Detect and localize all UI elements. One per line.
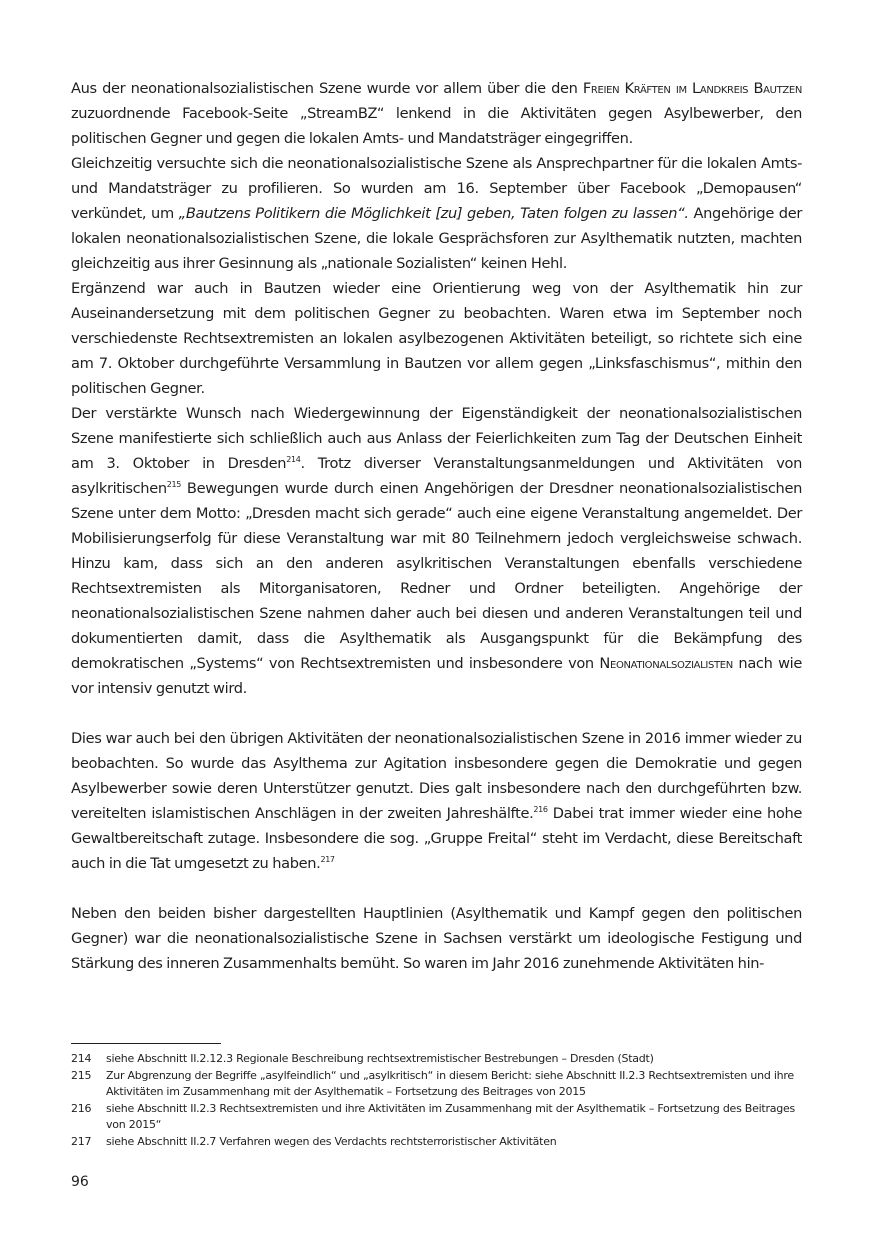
- footnote-217: [71, 1134, 802, 1150]
- footnote-divider: [71, 1043, 221, 1044]
- main-text: [71, 76, 802, 976]
- footnote-216: [71, 1101, 802, 1133]
- footnote-215: [71, 1068, 802, 1100]
- page-number: 96: [71, 1174, 89, 1190]
- footnote-number: 215: [71, 1069, 92, 1082]
- paragraph-4: Der verstärkte Wunsch nach Wiedergewinnung der Eigenständigkeit der neonationalsozialistischen Szene manifestierte sich schließlich auch aus Anlass der Feierlichkeiten zum Tag der Deutschen Einheit am 3. Oktober in Dresden$^{214}$. Trotz diverser Veranstaltungsanmeldungen und Aktivitäten von asylkritischen$^{215}$ Bewegungen wurde durch einen Angehörigen der Dresdner neonationalsozialistischen Szene unter dem Motto: „Dresden macht sich gerade“ auch eine eigene Veranstaltung angemeldet. Der Mobilisierungserfolg für diese Veranstaltung war mit 80 Teilnehmern jedoch vergleichsweise schwach. Hinzu kam, dass sich an den anderen asylkritischen Veranstaltungen ebenfalls verschiedene Rechtsextremisten als Mitorganisatoren, Redner und Ordner beteiligten. Angehörige der neonationalsozialistischen Szene nahmen daher auch bei diesen und anderen Veranstaltungen teil und dokumentierten damit, dass die Asylthematik als Ausgangspunkt für die Bekämpfung des demokratischen „Systems“ von Rechtsextremisten und insbesondere von Neonationalsozialisten nach wie vor intensiv genutzt wird.: [71, 405, 803, 697]
- footnote-ref-215[interactable]: 215: [166, 480, 181, 489]
- footnote-text: siehe Abschnitt II.2.12.3 Regionale Beschreibung rechtsextremistischer Bestrebungen – Dresden (Stadt): [106, 1052, 654, 1065]
- paragraph-2: Gleichzeitig versuchte sich die neonationalsozialistische Szene als Ansprechpartner für die lokalen Amts- und Mandatsträger zu profilieren. So wurden am 16. September über Facebook „Demopausen“ verkündet, um „Bautzens Politikern die Möglichkeit [zu] geben, Taten folgen zu lassen“. Angehörige der lokalen neonationalsozialistischen Szene, die lokale Gesprächsforen zur Asylthematik nutzten, machten gleichzeitig aus ihrer Gesinnung als „nationale Sozialisten“ keinen Hehl.: [71, 155, 802, 272]
- footnote-number: 216: [71, 1102, 92, 1115]
- footnote-ref-214[interactable]: 214: [286, 455, 301, 464]
- organization-name: Freien Kräften im Landkreis Bautzen: [582, 80, 802, 97]
- footnote-text: siehe Abschnitt II.2.3 Rechtsextremisten und ihre Aktivitäten im Zusammenhang mit der Asylthematik – Fortsetzung des Beitrages von 2015“: [106, 1102, 795, 1131]
- paragraph-5: Dies war auch bei den übrigen Aktivitäten der neonationalsozialistischen Szene in 2016 immer wieder zu beobachten. So wurde das Asylthema zur Agitation insbesondere gegen die Demokratie und gegen Asylbewerber sowie deren Unterstützer genutzt. Dies galt insbesondere nach den durchgeführten bzw. vereitelten islamistischen Anschlägen in der zweiten Jahreshälfte.$^{216}$ Dabei trat immer wieder eine hohe Gewaltbereitschaft zutage. Insbesondere die sog. „Gruppe Freital“ steht im Verdacht, diese Bereitschaft auch in die Tat umgesetzt zu haben.$^{217}$: [71, 730, 802, 872]
- footnote-text: Zur Abgrenzung der Begriffe „asylfeindlich“ und „asylkritisch“ in diesem Bericht: siehe Abschnitt II.2.3 Rechtsextremisten und ihre Aktivitäten im Zusammenhang mit der Asylthematik – Fortsetzung des Beitrages von 2015: [106, 1069, 794, 1098]
- quote: „Bautzens Politikern die Möglichkeit [zu] geben, Taten folgen zu lassen“.: [178, 205, 689, 222]
- footnote-214: [71, 1051, 802, 1067]
- paragraph-3: Ergänzend war auch in Bautzen wieder eine Orientierung weg von der Asylthematik hin zur Auseinandersetzung mit dem politischen Gegner zu beobachten. Waren etwa im September noch verschiedenste Rechtsextremisten an lokalen asylbezogenen Aktivitäten beteiligt, so richtete sich eine am 7. Oktober durchgeführte Versammlung in Bautzen vor allem gegen „Linksfaschismus“, mithin den politischen Gegner.: [71, 280, 802, 397]
- footnote-ref-216[interactable]: 216: [533, 805, 548, 814]
- footnote-ref-217[interactable]: 217: [320, 855, 335, 864]
- term-neonationalsozialisten: Neonationalsozialisten: [599, 655, 733, 672]
- footnotes: [71, 1051, 802, 1151]
- footnote-text: siehe Abschnitt II.2.7 Verfahren wegen des Verdachts rechtsterroristischer Aktivitäten: [106, 1135, 557, 1148]
- paragraph-1: Aus der neonationalsozialistischen Szene wurde vor allem über die den Freien Kräften im Landkreis Bautzen zuzuordnende Facebook-Seite „StreamBZ“ lenkend in die Aktivitäten gegen Asylbewerber, den politischen Gegner und gegen die lokalen Amts- und Mandatsträger eingegriffen.: [71, 80, 802, 147]
- footnote-number: 217: [71, 1135, 92, 1148]
- paragraph-6: Neben den beiden bisher dargestellten Hauptlinien (Asylthematik und Kampf gegen den politischen Gegner) war die neonationalsozialistische Szene in Sachsen verstärkt um ideologische Festigung und Stärkung des inneren Zusammenhalts bemüht. So waren im Jahr 2016 zunehmende Aktivitäten hin-: [71, 905, 802, 972]
- footnote-number: 214: [71, 1052, 92, 1065]
